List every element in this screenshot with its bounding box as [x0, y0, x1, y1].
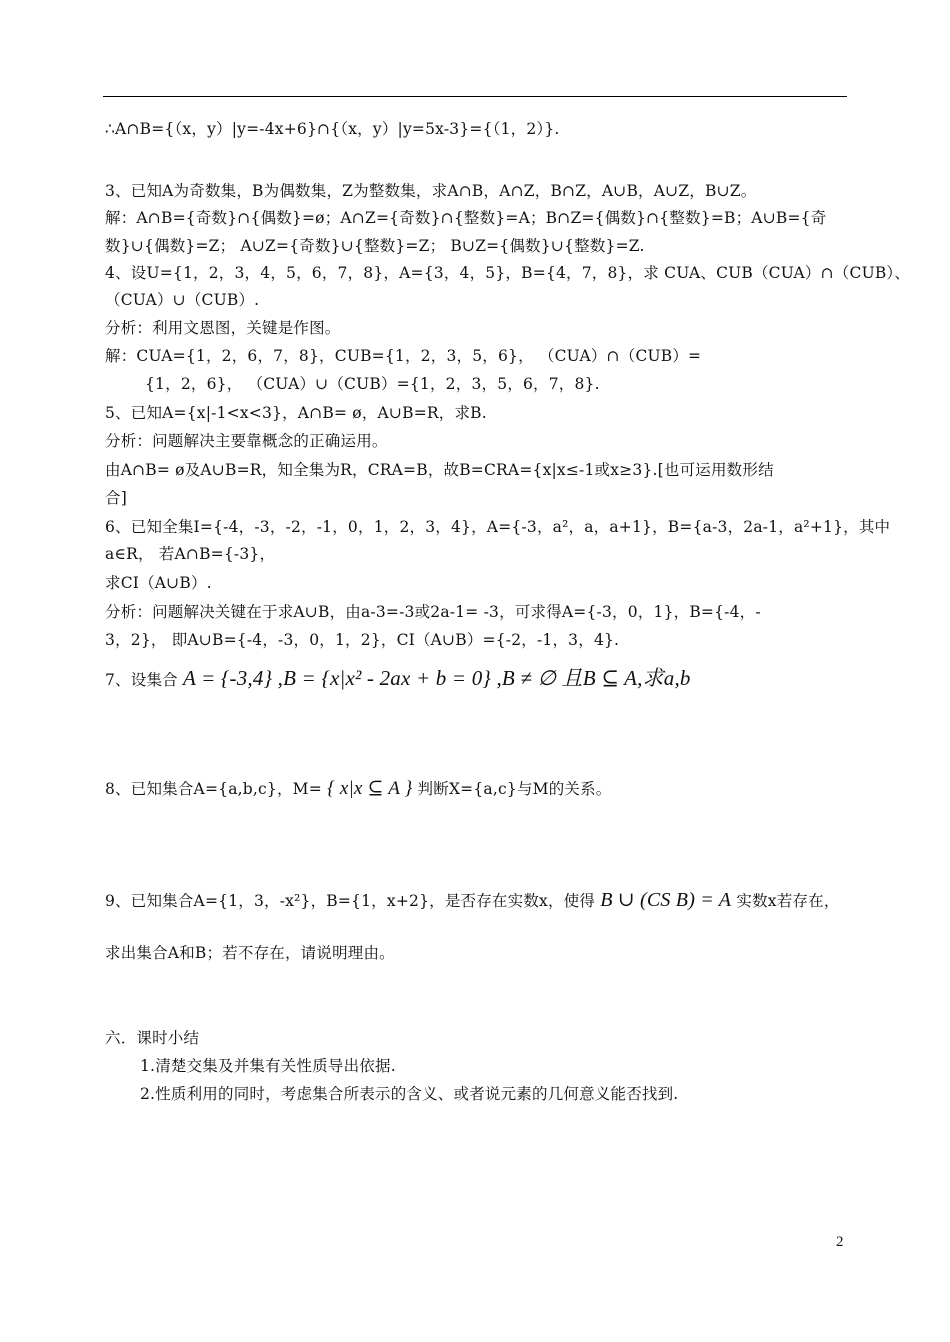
solution-4-line-2: {1，2，6}， （CUA）∪（CUB）={1，2，3，5，6，7，8}.	[145, 375, 600, 393]
problem-5: 5、已知A={x|-1<x<3}，A∩B= ø，A∪B=R，求B.	[105, 404, 487, 422]
problem-8	[105, 778, 612, 800]
page-number: 2	[836, 1234, 844, 1250]
problem-3: 3、已知A为奇数集，B为偶数集，Z为整数集，求A∩B，A∩Z，B∩Z，A∪B，A∪Z，B∪Z。	[105, 182, 757, 200]
problem-9-line-1	[105, 889, 840, 912]
problem-9-tail: 实数x若存在，	[736, 892, 840, 910]
header-rule	[103, 96, 847, 97]
solution-5-line-2: 合]	[105, 489, 127, 507]
problem-4-line-2: （CUA）∪（CUB）.	[105, 291, 260, 309]
problem-8-label: 8、已知集合A={a,b,c}，M=	[105, 780, 322, 798]
solution-3-line-1: 解：A∩B={奇数}∩{偶数}=ø；A∩Z={奇数}∩{整数}=A；B∩Z={偶数}∩{整数}=B；A∪B={奇	[105, 209, 827, 227]
problem-6-line-2: a∈R， 若A∩B={-3}，	[105, 545, 276, 563]
problem-7	[105, 667, 691, 691]
summary-heading: 六．课时小结	[105, 1029, 200, 1047]
solution-4-line-1: 解：CUA={1，2，6，7，8}，CUB={1，2，3，5，6}， （CUA）∩（CUB）=	[105, 347, 702, 365]
summary-item-1: 1.清楚交集及并集有关性质导出依据.	[140, 1057, 396, 1075]
analysis-6-line-1: 分析：问题解决关键在于求A∪B，由a-3=-3或2a-1= -3，可求得A={-3，0，1}，B={-4，-	[105, 603, 761, 621]
summary-item-2: 2.性质利用的同时，考虑集合所表示的含义、或者说元素的几何意义能否找到.	[140, 1085, 679, 1103]
solution-5-line-1: 由A∩B= ø及A∪B=R，知全集为R，CRA=B，故B=CRA={x|x≤-1或x≥3}.[也可运用数形结	[105, 461, 774, 479]
problem-6-line-1: 6、已知全集I={-4，-3，-2，-1，0，1，2，3，4}，A={-3，a²，a，a+1}，B={a-3，2a-1，a²+1}，其中	[105, 518, 891, 536]
problem-4-line-1: 4、设U={1，2，3，4，5，6，7，8}，A={3，4，5}，B={4，7，8}，求 CUA、CUB（CUA）∩（CUB）、	[105, 264, 911, 282]
problem-7-label: 7、设集合	[105, 671, 178, 689]
analysis-4: 分析：利用文恩图，关键是作图。	[105, 319, 341, 337]
solution-3-line-2: 数}∪{偶数}=Z； A∪Z={奇数}∪{整数}=Z； B∪Z={偶数}∪{整数}=Z.	[105, 237, 645, 255]
problem-8-formula: { x|x ⊆ A }	[327, 778, 413, 799]
analysis-5: 分析：问题解决主要靠概念的正确运用。	[105, 432, 388, 450]
problem-9-line-2: 求出集合A和B；若不存在，请说明理由。	[105, 944, 395, 962]
problem-7-formula: A = {-3,4} ,B = {x|x² - 2ax + b = 0} ,B ≠ ∅ 且B ⊆ A,求a,b	[183, 666, 691, 690]
solution-line: ∴A∩B={（x，y）|y=-4x+6}∩{（x，y）|y=5x-3}={（1，2）}.	[105, 120, 560, 138]
problem-9-label: 9、已知集合A={1，3，-x²}，B={1，x+2}，是否存在实数x，使得	[105, 892, 596, 910]
problem-6-line-3: 求CI（A∪B）.	[105, 574, 212, 592]
problem-9-formula: B ∪ (CS B) = A	[600, 889, 732, 911]
problem-8-question: 判断X={a,c}与M的关系。	[417, 780, 612, 798]
analysis-6-line-2: 3，2}， 即A∪B={-4，-3，0，1，2}，CI（A∪B）={-2，-1，3，4}.	[105, 631, 620, 649]
